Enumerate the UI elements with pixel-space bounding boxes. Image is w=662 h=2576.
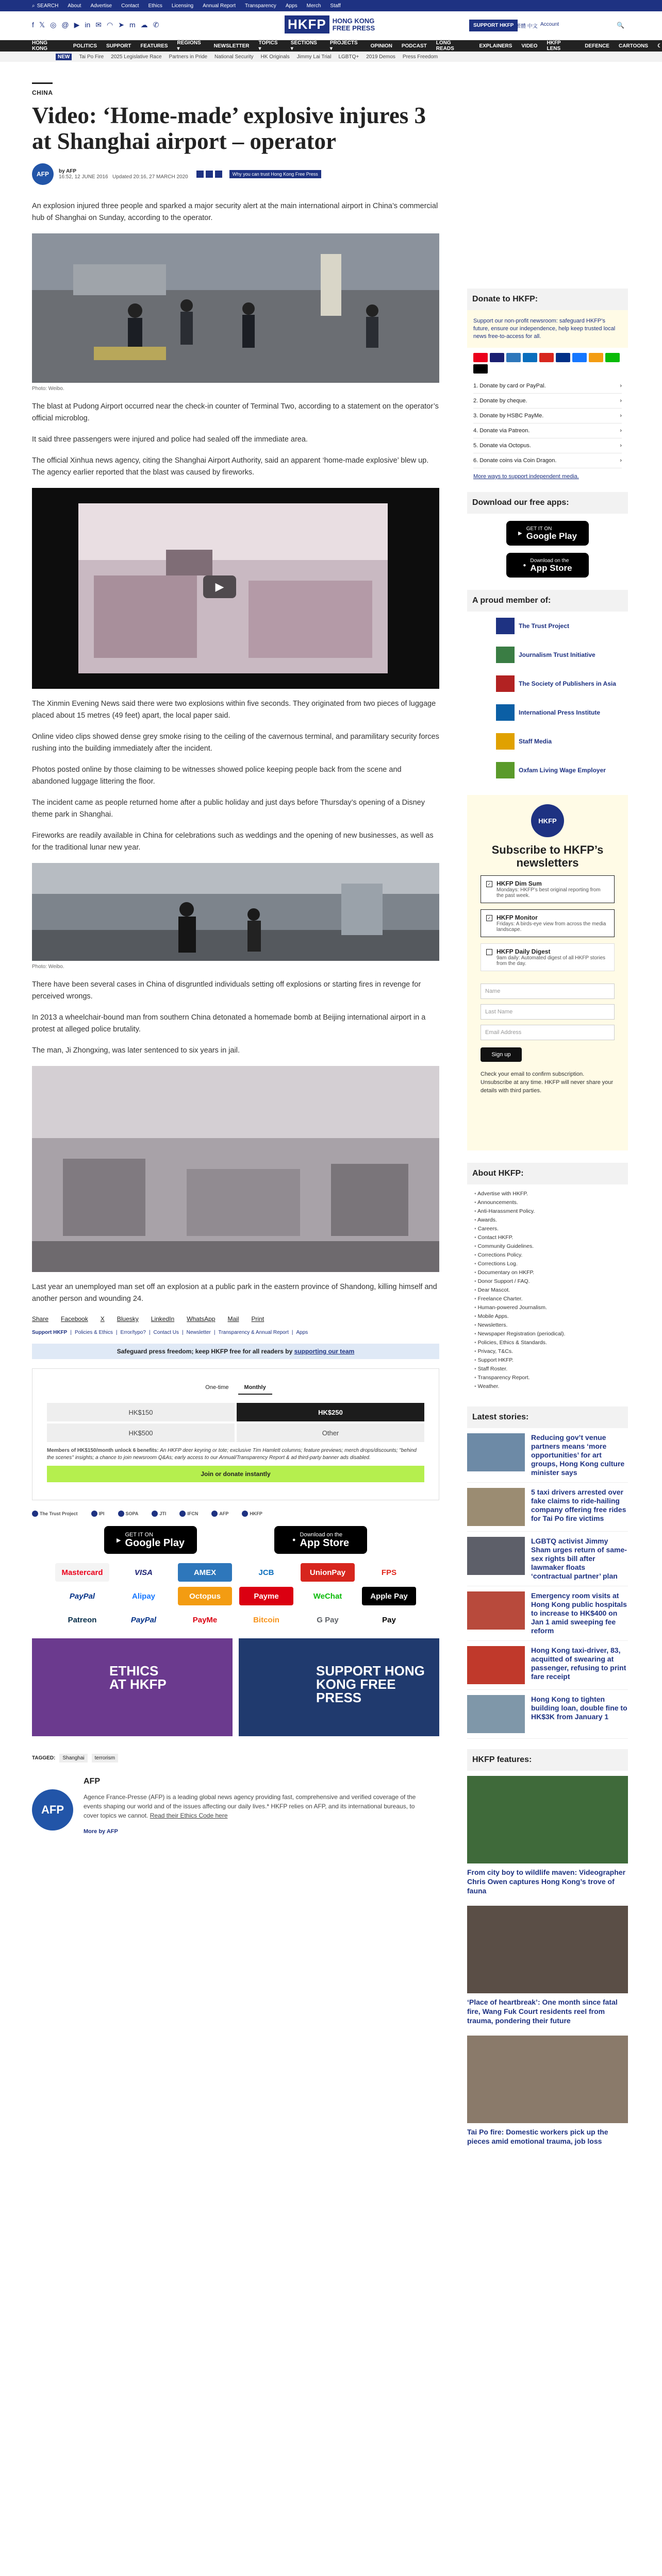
tags [32, 1754, 439, 1762]
mastodon-icon[interactable]: m [129, 21, 136, 29]
sidebar-google-play[interactable]: ▶ GET IT ON Google Play [506, 521, 589, 546]
app-store-button[interactable]: ● Download on the App Store [274, 1526, 367, 1554]
paragraph: Online video clips showed dense grey smoke rising to the ceiling of the cavernous terminal, and paramilitary security forces rushing into the building immediately after the incident. [32, 733, 439, 753]
name-input[interactable]: Name [481, 984, 615, 999]
promo-ethics[interactable] [32, 1638, 233, 1736]
footer-support-link[interactable]: Support HKFP [32, 1330, 68, 1335]
promo-ethics-line-2: AT HKFP [109, 1676, 167, 1692]
newsletter-signup [467, 795, 628, 1150]
join-donate-button[interactable]: Join or donate instantly [47, 1466, 424, 1482]
donate-option[interactable]: 2. Donate by cheque. › [473, 394, 622, 409]
safeguard-link[interactable]: supporting our team [294, 1348, 355, 1355]
partner-logo-ifcn[interactable]: IFCN [179, 1511, 198, 1517]
nav-topics[interactable]: TOPICS ▾ [258, 40, 278, 52]
chevron-right-icon: › [620, 457, 622, 464]
about-link[interactable]: • Documentary on HKFP. [474, 1268, 621, 1277]
trending-press-freedom[interactable]: Press Freedom [402, 54, 438, 60]
last-name-input[interactable]: Last Name [481, 1004, 615, 1020]
latest-story[interactable]: Hong Kong taxi-driver, 83, acquitted of swearing at passenger, refusing to print fare receipt [467, 1641, 628, 1690]
youtube-icon[interactable]: ▶ [74, 21, 80, 29]
chevron-right-icon: › [620, 383, 622, 389]
nav-defence[interactable]: DEFENCE [585, 43, 609, 49]
donate-card-logos [467, 348, 628, 379]
paragraph: The man, Ji Zhongxing, was later sentenced to six years in jail. [32, 1046, 240, 1055]
latest-story[interactable]: LGBTQ activist Jimmy Sham urges return of same-sex rights bill after lawmaker floats ‘contractual partner’ plan [467, 1532, 628, 1586]
linkedin-icon[interactable]: in [85, 21, 91, 29]
main-nav [0, 40, 662, 52]
card-unionpay-icon [539, 353, 554, 362]
partner-logos [32, 1511, 439, 1517]
donate-option[interactable]: 3. Donate by HSBC PayMe. › [473, 409, 622, 423]
paragraph: The official Xinhua news agency, citing the Shanghai Airport Authority, said an apparent ‘home-made explosive’ blew up. The agency earlier reported that the blast was caused by fireworks. [32, 456, 429, 477]
member-heading: A proud member of: [467, 590, 628, 612]
about-link[interactable]: • Corrections Policy. [474, 1251, 621, 1260]
article-title: Video: ‘Home-made’ explosive injures 3 at Shanghai airport – operator [32, 103, 426, 154]
donate-options [467, 379, 628, 468]
sidebar-app-store[interactable]: ● Download on the App Store [506, 553, 589, 578]
checkbox-checked[interactable]: ✓ [486, 915, 492, 921]
new-badge: NEW [56, 54, 72, 60]
site-logo[interactable] [285, 15, 375, 33]
top-link-ethics[interactable]: Ethics [148, 3, 162, 9]
story-thumbnail[interactable] [467, 1646, 525, 1684]
card-wechat-icon [605, 353, 620, 362]
donate-panel [467, 310, 628, 348]
footer-apps-link[interactable]: Apps [296, 1330, 308, 1335]
logo-line-1: HONG KONG [332, 16, 375, 25]
member-jti[interactable]: Journalism Trust Initiative [467, 640, 628, 669]
amount-option[interactable]: HK$500 [47, 1423, 235, 1442]
footer-policies-link[interactable]: Policies & Ethics [74, 1330, 113, 1335]
top-bar [0, 0, 662, 11]
search-icon: ⌕ [32, 3, 35, 9]
article-photo-1 [32, 233, 439, 383]
language-toggle[interactable]: 繁體 中文 [516, 24, 538, 29]
safeguard-text: Safeguard press freedom; keep HKFP free for all readers by [117, 1348, 294, 1355]
payment-methods [55, 1563, 416, 1629]
account-link[interactable]: Account [540, 22, 559, 27]
payment-gpay: G Pay [317, 1615, 339, 1624]
nav-cartoons[interactable]: CARTOONS [618, 43, 649, 49]
share-print[interactable]: Print [251, 1315, 264, 1323]
checkbox-checked[interactable]: ✓ [486, 881, 492, 887]
payment-paypal: PayPal [69, 1591, 95, 1601]
article-photo-3 [32, 1066, 439, 1272]
paragraph: The incident came as people returned home after a public holiday and just days before Thursday’s opening of a Disney theme park in Shanghai. [32, 799, 425, 819]
paragraph: There have been several cases in China of disgruntled individuals setting off explosions or starting fires in revenge for perceived wrongs. [32, 980, 421, 1001]
donate-option[interactable]: 5. Donate via Octopus. › [473, 438, 622, 453]
about-link[interactable]: • Support HKFP. [474, 1356, 621, 1365]
payment-alipay: Alipay [131, 1591, 155, 1601]
facebook-icon[interactable]: f [32, 21, 34, 29]
partner-logo-hkfp[interactable]: HKFP [242, 1511, 262, 1517]
payment-amex: AMEX [178, 1563, 232, 1582]
category-rule [32, 82, 53, 84]
instagram-icon[interactable]: ◎ [50, 21, 57, 29]
about-links [467, 1184, 628, 1396]
partner-logo-jti[interactable]: JTI [152, 1511, 166, 1517]
share-facebook[interactable]: Facebook [61, 1315, 88, 1323]
paragraph: Last year an unemployed man set off an explosion at a public park in the eastern province of Shandong, killing himself and another person and wounding 24. [32, 1283, 437, 1303]
about-link[interactable]: • Newsletters. [474, 1321, 621, 1330]
member-ipi[interactable]: International Press Institute [467, 698, 628, 727]
about-link[interactable]: • Transparency Report. [474, 1374, 621, 1382]
about-link[interactable]: • Freelance Charter. [474, 1295, 621, 1303]
byline-author[interactable]: by AFP [59, 168, 77, 174]
payment-octopus: Octopus [178, 1587, 232, 1605]
freq-one-time[interactable]: One-time [205, 1384, 229, 1391]
donate-widget [32, 1368, 439, 1500]
share-mail-icon[interactable] [215, 171, 222, 178]
tag-item[interactable]: terrorism [92, 1754, 118, 1762]
updated-date: Updated 20:16, 27 MARCH 2020 [112, 174, 188, 180]
amount-grid [47, 1403, 424, 1442]
latest-story[interactable]: Reducing gov’t venue partners means ‘more opportunities’ for art groups, Hong Kong culture minister says [467, 1428, 628, 1483]
social-icons [32, 21, 159, 29]
about-link[interactable]: • Advertise with HKFP. [474, 1190, 621, 1198]
photo-caption: Photo: Weibo. [32, 386, 64, 392]
member-benefits [47, 1447, 424, 1462]
payment-applepay: Apple Pay [362, 1587, 416, 1605]
freq-monthly[interactable]: Monthly [238, 1381, 272, 1395]
about-link[interactable]: • Dear Mascot. [474, 1286, 621, 1295]
card-jcb-icon [523, 353, 537, 362]
feature-story[interactable]: From city boy to wildlife maven: Videographer Chris Owen captures Hong Kong’s trove of fauna [467, 1771, 628, 1901]
ethics-code-link[interactable]: Read their Ethics Code here [150, 1812, 228, 1819]
story-thumbnail[interactable] [467, 1537, 525, 1575]
partner-logo-sopa[interactable]: SOPA [118, 1511, 139, 1517]
checkbox-unchecked[interactable] [486, 949, 492, 955]
about-link[interactable]: • Community Guidelines. [474, 1242, 621, 1251]
play-button[interactable]: ▶ [203, 575, 236, 598]
top-link-annual-report[interactable]: Annual Report [203, 3, 236, 9]
promo-support[interactable] [239, 1638, 439, 1736]
author-box-name[interactable]: AFP [84, 1777, 100, 1786]
trust-badge[interactable]: Why you can trust Hong Kong Free Press [229, 170, 321, 178]
donate-heading: Donate to HKFP: [467, 289, 628, 310]
donate-option[interactable]: 6. Donate coins via Coin Dragon. › [473, 453, 622, 468]
member-oxfam[interactable]: Oxfam Living Wage Employer [467, 756, 628, 785]
photo-police-checkpoint [32, 863, 439, 961]
safeguard-banner [32, 1344, 439, 1359]
footer-error-link[interactable]: Error/typo? [120, 1330, 146, 1335]
about-link[interactable]: • Announcements. [474, 1198, 621, 1207]
tag-item[interactable]: Shanghai [59, 1754, 87, 1762]
tags-label: TAGGED: [32, 1755, 56, 1761]
author-avatar[interactable]: AFP [32, 163, 54, 185]
search-icon[interactable]: 🔍 [617, 22, 624, 29]
features-heading: HKFP features: [467, 1749, 628, 1771]
partner-logo-trust-project[interactable]: The Trust Project [32, 1511, 78, 1517]
google-play-button[interactable]: ▶ GET IT ON Google Play [104, 1526, 197, 1554]
paragraph: Photos posted online by those claiming to be witnesses showed police keeping people back from the scene and abandoned luggage littering the floor. [32, 766, 402, 786]
newsletter-note: Check your email to confirm subscription. Unsubscribe at any time. HKFP will never share your details with third parties. [481, 1071, 614, 1094]
donate-option[interactable]: 4. Donate via Patreon. › [473, 423, 622, 438]
nav-video[interactable]: VIDEO [521, 43, 538, 49]
nav-politics[interactable]: POLITICS [73, 43, 97, 49]
promo-support-line-2: KONG FREE PRESS [316, 1676, 396, 1705]
member-trust-project[interactable]: The Trust Project [467, 612, 628, 640]
about-link[interactable]: • Corrections Log. [474, 1260, 621, 1268]
share-mail[interactable]: Mail [227, 1315, 239, 1323]
footer-newsletter-link[interactable]: Newsletter [186, 1330, 211, 1335]
members-lead: Members of HK$150/month unlock 6 benefits: [47, 1448, 159, 1453]
google-play-icon: ▶ [116, 1537, 121, 1544]
share-label: Share [32, 1315, 49, 1323]
nav-long-reads[interactable]: LONG READS [436, 40, 454, 52]
about-link[interactable]: • Contact HKFP. [474, 1233, 621, 1242]
latest-story[interactable]: Emergency room visits at Hong Kong public hospitals to increase to HK$400 on Jan 1 amid sweeping fee reform [467, 1586, 628, 1641]
story-thumbnail[interactable] [467, 1591, 525, 1630]
nav-projects[interactable]: PROJECTS ▾ [329, 40, 358, 52]
trending-lgbtq[interactable]: LGBTQ+ [338, 54, 359, 60]
about-link[interactable]: • Policies, Ethics & Standards. [474, 1338, 621, 1347]
members-text: An HKFP deer keyring or tote; exclusive Tim Hamlett columns; feature previews; merch drops/discounts; "behind the scenes" insights; a chance to join newsroom Q&As; early access to our Annual/Transparency Report & ad third-party banner ads disabled. [47, 1448, 417, 1461]
nav-features[interactable]: FEATURES [140, 43, 168, 49]
bluesky-icon[interactable]: ☁ [140, 21, 148, 29]
story-thumbnail[interactable] [467, 1488, 525, 1526]
payment-wechat: WeChat [313, 1591, 342, 1601]
top-link-transparency[interactable]: Transparency [245, 3, 276, 9]
chevron-right-icon: › [620, 428, 622, 434]
email-input[interactable]: Email Address [481, 1025, 615, 1040]
member-sopa[interactable]: The Society of Publishers in Asia [467, 669, 628, 698]
trending-tai-po-fire[interactable]: Tai Po Fire [79, 54, 104, 60]
nav-newsletter[interactable]: NEWSLETTER [213, 43, 250, 49]
sidebar [467, 289, 628, 2151]
share-x-icon[interactable] [206, 171, 213, 178]
latest-stories [467, 1428, 628, 1739]
share-facebook-icon[interactable] [196, 171, 204, 178]
footer-contact-link[interactable]: Contact Us [153, 1330, 179, 1335]
feature-image[interactable] [467, 1776, 628, 1863]
nav-podcast[interactable]: PODCAST [401, 43, 427, 49]
about-link[interactable]: • Privacy, T&Cs. [474, 1347, 621, 1356]
promo-support-line-1: SUPPORT HONG [316, 1663, 425, 1679]
top-link-about[interactable]: About [68, 3, 81, 9]
more-ways-link[interactable]: More ways to support independent media. [473, 473, 579, 480]
partner-logo-ipi[interactable]: IPI [91, 1511, 105, 1517]
nav-hkfp-lens[interactable]: HKFP LENS [547, 40, 561, 52]
share-links [32, 1315, 439, 1323]
share-bluesky[interactable]: Bluesky [117, 1315, 139, 1323]
partner-logo-afp[interactable]: AFP [211, 1511, 228, 1517]
payment-fps: FPS [381, 1568, 397, 1577]
payment-unionpay: UnionPay [301, 1563, 355, 1582]
telegram-icon[interactable]: ➤ [118, 21, 124, 29]
paragraph: The blast at Pudong Airport occurred near the check-in counter of Terminal Two, according to a statement on the operator’s official microblog. [32, 402, 439, 422]
feature-image[interactable] [467, 1906, 628, 1993]
trending-hk-originals[interactable]: HK Originals [260, 54, 290, 60]
card-amex-icon [506, 353, 521, 362]
video-player[interactable] [32, 488, 439, 689]
share-x[interactable]: X [100, 1315, 105, 1323]
nav-sections[interactable]: SECTIONS ▾ [290, 40, 317, 52]
about-link[interactable]: • Careers. [474, 1225, 621, 1233]
site-header [0, 11, 662, 40]
footer-transparency-link[interactable]: Transparency & Annual Report [218, 1330, 289, 1335]
mail-icon[interactable]: ✉ [95, 21, 102, 29]
newsletter-option[interactable]: ✓ HKFP Monitor Fridays: A birds-eye view from across the media landscape. [481, 909, 615, 937]
byline [32, 163, 439, 185]
trending-partners-in-pride[interactable]: Partners in Pride [169, 54, 208, 60]
donate-option[interactable]: 1. Donate by card or PayPal. › [473, 379, 622, 394]
nav-regions[interactable]: REGIONS ▾ [177, 40, 201, 52]
top-link-staff[interactable]: Staff [330, 3, 341, 9]
author-box-bio: Agence France-Presse (AFP) is a leading global news agency providing fast, comprehensive and verified coverage of the events shaping our world and of the issues affecting our daily lives.* HKFP relies on AFP, and its international bureaus, to cover topics we cannot. Read their Ethics Code here [84, 1793, 416, 1819]
payment-bitcoin: Bitcoin [253, 1615, 279, 1624]
nav-opinion[interactable]: OPINION [370, 43, 392, 49]
trending-jimmy-lai[interactable]: Jimmy Lai Trial [296, 54, 332, 60]
member-staff-media[interactable]: Staff Media [467, 727, 628, 756]
feature-story[interactable]: ‘Place of heartbreak’: One month since fatal fire, Wang Fuk Court residents reel from trauma, pondering their future [467, 1901, 628, 2030]
logo-line-2: FREE PRESS [332, 24, 375, 32]
payment-patreon: Patreon [68, 1615, 97, 1624]
payment-jcb: JCB [258, 1568, 274, 1577]
about-link[interactable]: • Weather. [474, 1382, 621, 1391]
about-link[interactable]: • Newspaper Registration (periodical). [474, 1330, 621, 1338]
card-applepay-icon [473, 364, 488, 374]
about-link[interactable]: • Donor Support / FAQ. [474, 1277, 621, 1286]
article [32, 82, 439, 1854]
feature-story[interactable]: Tai Po fire: Domestic workers pick up the pieces amid emotional trauma, job loss [467, 2030, 628, 2151]
paragraph: In 2013 a wheelchair-bound man from southern China detonated a homemade bomb at Beijing international airport in a protest at alleged police brutality. [32, 1013, 426, 1033]
trending-2019-demos[interactable]: 2019 Demos [366, 54, 395, 60]
rss-icon[interactable]: ◠ [107, 21, 113, 29]
newsletter-title: Subscribe to HKFP’s newsletters [491, 843, 604, 869]
article-category[interactable]: CHINA [32, 89, 53, 96]
x-icon[interactable]: 𝕏 [39, 21, 45, 29]
photo-terminal-smoke [32, 1066, 439, 1272]
about-link[interactable]: • Human-powered Journalism. [474, 1303, 621, 1312]
about-link[interactable]: • Staff Roster. [474, 1365, 621, 1374]
more-by-author[interactable]: More by AFP [84, 1828, 118, 1835]
card-octopus-icon [589, 353, 603, 362]
about-heading: About HKFP: [467, 1163, 628, 1184]
article-photo-2 [32, 863, 439, 961]
story-thumbnail[interactable] [467, 1695, 525, 1733]
latest-story[interactable]: Hong Kong to tighten building loan, double fine to HK$3K from January 1 [467, 1690, 628, 1739]
trending-nav [0, 52, 662, 62]
published-date: 16:52, 12 JUNE 2016 [59, 174, 108, 180]
trending-legco-race[interactable]: 2025 Legislative Race [111, 54, 162, 60]
top-link-licensing[interactable]: Licensing [171, 3, 194, 9]
about-link[interactable]: • Anti-Harassment Policy. [474, 1207, 621, 1216]
amount-option-selected[interactable]: HK$250 [237, 1403, 424, 1421]
app-store-buttons [32, 1526, 439, 1554]
payment-payme-2: PayMe [192, 1615, 218, 1624]
author-box-avatar[interactable]: AFP [32, 1789, 73, 1831]
paragraph: It said three passengers were injured and police had sealed off the immediate area. [32, 435, 308, 444]
newsletter-option[interactable]: HKFP Daily Digest 9am daily: Automated digest of all HKFP stories from the day. [481, 943, 615, 971]
apple-icon: ● [292, 1537, 296, 1543]
newsletter-logo: HKFP [531, 804, 564, 837]
apple-icon: ● [523, 562, 526, 568]
top-link-apps[interactable]: Apps [285, 3, 297, 9]
chevron-right-icon: › [620, 443, 622, 449]
top-link-merch[interactable]: Merch [306, 3, 321, 9]
payment-payme: Payme [239, 1587, 293, 1605]
share-linkedin[interactable]: LinkedIn [151, 1315, 175, 1323]
latest-heading: Latest stories: [467, 1406, 628, 1428]
photo-police-terminal [32, 233, 439, 383]
card-alipay-icon [572, 353, 587, 362]
share-whatsapp[interactable]: WhatsApp [187, 1315, 216, 1323]
top-link-advertise[interactable]: Advertise [90, 3, 112, 9]
google-play-icon: ▶ [518, 530, 522, 536]
card-paypal-icon [556, 353, 570, 362]
logo-mark: HKFP [285, 15, 329, 33]
card-mastercard-icon [473, 353, 488, 362]
latest-story[interactable]: 5 taxi drivers arrested over fake claims to ride-hailing company offering free rides for Tai Po fire victims [467, 1483, 628, 1532]
sign-up-button[interactable]: Sign up [481, 1047, 522, 1062]
story-thumbnail[interactable] [467, 1433, 525, 1471]
paragraph: An explosion injured three people and sparked a major security alert at the main international airport in China’s commercial hub of Shanghai on Sunday, according to the operator. [32, 202, 438, 222]
whatsapp-icon[interactable]: ✆ [153, 21, 159, 29]
nav-explainers[interactable]: EXPLAINERS [479, 43, 512, 49]
support-hkfp-button[interactable]: SUPPORT HKFP [469, 20, 518, 31]
payment-paypal-2: PayPal [130, 1615, 157, 1624]
card-visa-icon [490, 353, 504, 362]
top-search-button[interactable]: ⌕ SEARCH [32, 3, 59, 9]
nav-hong-kong[interactable]: HONG KONG [32, 40, 47, 52]
paragraph: Fireworks are readily available in China for celebrations such as weddings and the opening of new businesses, as well as for the traditional lunar new year. [32, 832, 434, 852]
threads-icon[interactable]: @ [61, 21, 69, 29]
paragraph: The Xinmin Evening News said there were two explosions within five seconds. They originated from two pieces of luggage placed about 15 metres (49 feet) apart, the local paper said. [32, 700, 436, 720]
about-link[interactable]: • Mobile Apps. [474, 1312, 621, 1321]
nav-support[interactable]: SUPPORT [106, 43, 131, 49]
trending-national-security[interactable]: National Security [214, 54, 254, 60]
author-box [32, 1772, 439, 1854]
apps-heading: Download our free apps: [467, 492, 628, 514]
promo-ethics-line-1: ETHICS [109, 1663, 159, 1679]
newsletter-option[interactable]: ✓ HKFP Dim Sum Mondays: HKFP’s best original reporting from the past week. [481, 875, 615, 903]
chevron-right-icon: › [620, 398, 622, 404]
promo-videos [32, 1638, 439, 1736]
amount-other[interactable]: Other [237, 1423, 424, 1442]
top-link-contact[interactable]: Contact [121, 3, 139, 9]
feature-image[interactable] [467, 2036, 628, 2123]
about-link[interactable]: • Awards. [474, 1216, 621, 1225]
donate-blurb[interactable]: Support our non-profit newsroom: safeguard HKFP’s future, ensure our independence, help keep trusted local news free-to-access for all. [473, 318, 616, 340]
amount-option[interactable]: HK$150 [47, 1403, 235, 1421]
byline-share-icons [196, 171, 222, 178]
payment-visa: VISA [134, 1568, 153, 1577]
photo-caption: Photo: Weibo. [32, 964, 64, 970]
payment-mastercard: Mastercard [55, 1563, 109, 1582]
chevron-right-icon: › [620, 413, 622, 419]
dark-mode-icon[interactable]: ☾ [657, 43, 662, 49]
article-footer-links: Support HKFP | Policies & Ethics | Error/typo? | Contact Us | Newsletter | Transparency & Annual Report | Apps [32, 1330, 308, 1335]
payment-pay: Pay [382, 1615, 396, 1624]
frequency-toggle [47, 1381, 424, 1395]
